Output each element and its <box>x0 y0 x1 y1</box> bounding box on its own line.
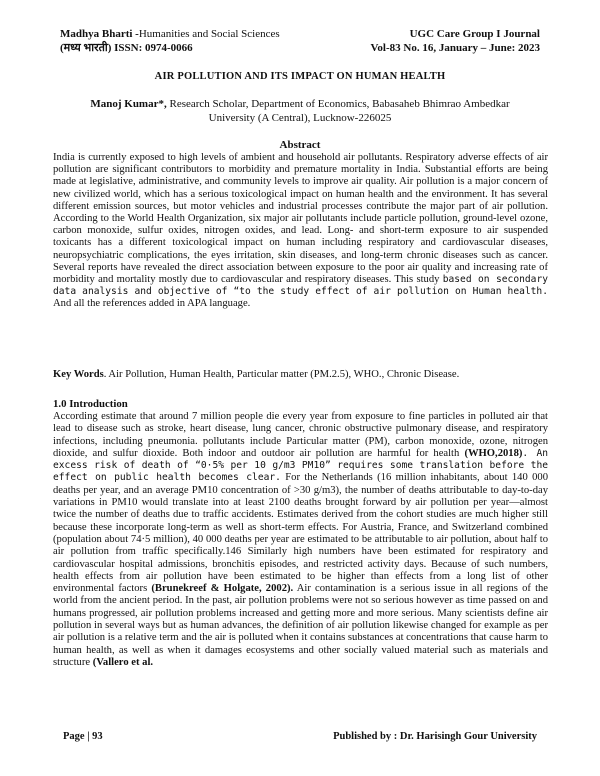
journal-title: Madhya Bharti -Humanities and Social Sciences <box>60 28 280 40</box>
page-number: Page | 93 <box>63 731 103 742</box>
issn-line: (मध्य भारती) ISSN: 0974-0066 <box>60 42 193 54</box>
ugc-label: UGC Care Group I Journal <box>409 28 540 40</box>
author-affiliation: Research Scholar, Department of Economics, Babasaheb Bhimrao Ambedkar University (A Central), Lucknow-226025 <box>166 98 510 124</box>
publisher: Published by : Dr. Harisingh Gour University <box>333 731 537 742</box>
keywords: Key Words. Air Pollution, Human Health, Particular matter (PM.2.5), WHO., Chronic Disease. <box>53 369 460 380</box>
excerpt-quote: . An excess risk of death of “0·5% per 10 g/m3 PM10” requires some translation before the effect on public health becomes clear. <box>53 447 548 484</box>
abstract-body: India is currently exposed to high levels of ambient and household air pollutants. Respiratory adverse effects of air pollution are significant contributors to morbidity and premature mortality in India. Substantial efforts are being made at legislative, administrative, and community levels to improve air quality. Air pollution is a major concern of new civilized world, which has a serious toxicological impact on human health and the environment. It has several different emission sources, but motor vehicles and industrial processes contribute the major part of air pollution. According to the World Health Organization, six major air pollutants include particle pollution, ground-level ozone, carbon monoxide, sulfur oxides, nitrogen oxides, and lead. Long- and short-term exposure to air suspended toxicants has a different toxicological impact on human including respiratory and cardiovascular diseases, neuropsychiatric complications, the eyes irritation, skin diseases, and long-term chronic diseases such as cancer. Several reports have revealed the direct association between exposure to the poor air quality and increasing rate of morbidity and mortality mostly due to cardiovascular and respiratory diseases. This study based on secondary data analysis and objective of “to the study effect of air pollution on Human health. And all the references added in APA language. <box>53 152 548 310</box>
author-name: Manoj Kumar*, <box>90 98 167 110</box>
citation: (Vallero et al. <box>92 656 154 668</box>
abstract-objective: based on secondary data analysis and objective of “to the study effect of air pollution on Human health. <box>53 274 548 298</box>
abstract-heading: Abstract <box>279 139 321 151</box>
volume-label: Vol-83 No. 16, January – June: 2023 <box>370 42 540 54</box>
page-footer <box>63 731 537 742</box>
citation: (WHO,2018) <box>464 447 523 459</box>
keywords-label: Key Words <box>53 369 104 380</box>
page-header <box>60 27 540 55</box>
section-heading: 1.0 Introduction <box>53 398 128 410</box>
article-title: AIR POLLUTION AND ITS IMPACT ON HUMAN HEALTH <box>154 71 446 82</box>
author-line <box>70 97 530 125</box>
citation: (Brunekreef & Holgate, 2002). <box>151 583 294 595</box>
introduction-body: According estimate that around 7 million people die every year from exposure to fine particles in polluted air that lead to disease such as stroke, heart disease, lung cancer, chronic obstructive pulmonary disease, and respiratory infections, including pneumonia. pollutants include Particular matter (PM), carbon monoxide, ozone, nitrogen dioxide, and sulfur dioxide. Both indoor and outdoor air pollution are harmful for health (WHO,2018). An excess risk of death of “0·5% per 10 g/m3 PM10” requires some translation before the effect on public health becomes clear. For the Netherlands (16 million inhabitants, about 140 000 deaths per year, and an average PM10 concentration of >30 g/m3), the number of deaths attributable to day-to-day variations in PM10 would translate into at least 2100 deaths brought forward by air pollution per year—almost twice the number of deaths due to traffic accidents. Estimates derived from the cohort studies are much higher still because these incorporate long-term as well as short-term effects. For Austria, France, and Switzerland combined (population about 74·5 million), 40 000 deaths per year are estimated to be attributable to air pollution, about half to air pollution from traffic specifically.146 Similarly high numbers have been estimated for respiratory and cardiovascular hospital admissions, bronchitis episodes, and restricted activity days. Because of such numbers, health effects from air pollution have been estimated to be higher than effects from a long list of other environmental factors (Brunekreef & Holgate, 2002). Air contamination is a serious issue in all regions of the world from the ancient period. In the past, air pollution problems were not so serious however as time passed on and humans progressed, air pollution problems increased and getting more and more serious. Many scientists define air pollution in several ways but as human advances, the definition of air pollution likewise changed for example as per air pollution is a relative term and the air is polluted when it contains substances at concentrations that cause harm to human health, as well as when it damages ecosystems and other socially valued material such as materials and structure (Vallero et al. <box>53 411 549 668</box>
